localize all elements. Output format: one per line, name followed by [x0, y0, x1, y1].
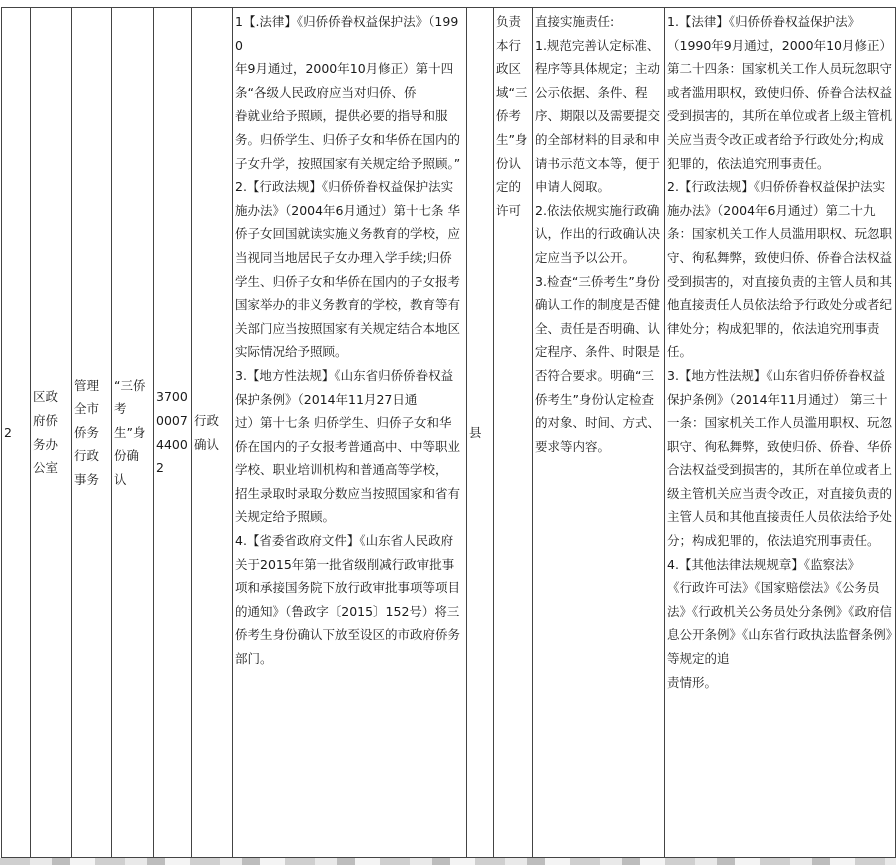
category-cell: 管理全市侨务行政事务: [72, 8, 112, 858]
basis-paragraph: 侨在国内的子女报考普通高中、中等职业学校、职业培训机构和普通高等学校，: [235, 438, 461, 478]
responsibility-table: [1, 7, 896, 858]
accountability-paragraph: 3.【地方性法规】《山东省归侨侨眷权益保护条例》（2014年11月通过） 第三十一条：国家机关工作人员滥用职权、玩忽职守、徇私舞弊，致使归侨、侨眷、华侨合法权益受到损害的，其所在单位或者上级主管机关应当责令改正，对直接负责的主管人员和其他直接责任人员依法给予处分；构成犯罪的，依法追究刑事责任。: [667, 367, 893, 549]
basis-cell: [233, 8, 467, 858]
responsibility-paragraph: 2.依法依规实施行政确认，作出的行政确认决定应当予以公开。: [535, 202, 661, 265]
basis-paragraph: 3.【地方性法规】《山东省归侨侨眷权益保护条例》（2014年11月27日通: [235, 367, 454, 407]
item-cell: “三侨考生”身份确认: [112, 8, 154, 858]
responsibility-paragraph: 1.规范完善认定标准、程序等具体规定；主动公示依据、条件、程序、期限以及需要提交的全部材料的目录和申请书示范文本等，便于申请人阅取。: [535, 37, 661, 195]
level-cell: 县: [467, 8, 494, 858]
accountability-paragraph: 《行政许可法》《国家赔偿法》《公务员法》《行政机关公务员处分条例》《政府信息公开条例》《山东省行政执法监督条例》等规定的追: [667, 580, 893, 667]
next-row-edge: [0, 858, 896, 865]
subject-cell: 负责本行政区域“三侨考生”身份认定的许可: [494, 8, 533, 858]
basis-paragraph: 2.【行政法规】《归侨侨眷权益保护法实施办法》（2004年6月通过）第十七条 华侨子女回国就读实施义务教育的学校，应当视同当地居民子女办理入学手续;归侨学生、归侨子女和华侨在国内的子女报考国家举办的非义务教育的学校，教育等有关部门应当按照国家有关规定结合本地区实际情况给予照顾。: [235, 179, 461, 360]
basis-paragraph: 1【.法律】《归侨侨眷权益保护法》（1990: [235, 14, 459, 53]
basis-paragraph: 眷就业给予照顾，提供必要的指导和服务。归侨学生、归侨子女和华侨在国内的子女升学，按照国家有关规定给予照顾。”: [235, 108, 461, 171]
accountability-paragraph: 1.【法律】《归侨侨眷权益保护法》: [667, 14, 861, 29]
seq-cell: 2: [2, 8, 31, 858]
type-cell: 行政确认: [192, 8, 233, 858]
basis-paragraph: 招生录取时录取分数应当按照国家和省有关规定给予照顾。: [235, 485, 461, 525]
responsibility-paragraph: 直接实施责任:: [535, 14, 615, 29]
table-row: [2, 8, 896, 858]
basis-paragraph: 过）第十七条 归侨学生、归侨子女和华: [235, 415, 452, 431]
accountability-paragraph: （1990年9月通过，2000年10月修正）第二十四条：国家机关工作人员玩忽职守或者滥用职权，致使归侨、侨眷合法权益受到损害的，其所在单位或者上级主管机关应当责令改正或者给予行政处分;构成犯罪的，依法追究刑事责任。: [667, 37, 893, 171]
accountability-paragraph: 2.【行政法规】《归侨侨眷权益保护法实施办法》（2004年6月通过）第二十九条：国家机关工作人员滥用职权、玩忽职守、徇私舞弊，致使归侨、侨眷合法权益受到损害的，对直接负责的主管人员和其他直接责任人员依法给予行政处分或者纪律处分；构成犯罪的，依法追究刑事责任。: [667, 179, 893, 360]
responsibility-paragraph: 3.检查“三侨考生”身份确认工作的制度是否健全、责任是否明确、认定程序、条件、时限是否符合要求。明确“三侨考生”身份认定检查的对象、时间、方式、要求等内容。: [535, 273, 661, 454]
code-cell: 3700000744002: [154, 8, 192, 858]
accountability-paragraph: 4.【其他法律法规规章】《监察法》: [667, 556, 861, 572]
department-cell: 区政府侨务办公室: [31, 8, 72, 858]
basis-paragraph: 年9月通过，2000年10月修正）第十四条“各级人民政府应当对归侨、侨: [235, 61, 454, 100]
basis-paragraph: 4.【省委省政府文件】《山东省人民政府关于2015年第一批省级削减行政审批事项和承接国务院下放行政审批事项等项目的通知》（鲁政字〔2015〕152号）将三侨考生身份确认下放至设区的市政府侨务部门。: [235, 533, 461, 667]
accountability-cell: [665, 8, 896, 858]
responsibility-cell: [533, 8, 665, 858]
accountability-paragraph: 责情形。: [667, 674, 718, 690]
